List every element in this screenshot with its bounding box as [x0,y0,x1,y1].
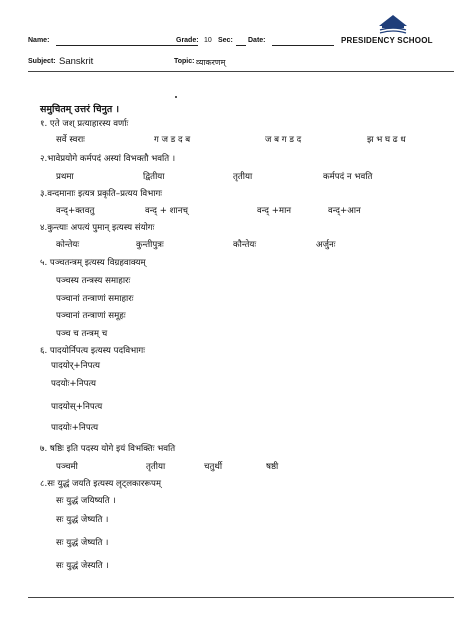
sec-label: Sec: [218,37,233,44]
q2-option-b: द्वितीया [143,172,165,182]
header-row-2 [28,56,456,70]
q5-option-b: पञ्चानां तन्त्राणां समाहारः [56,294,134,304]
q7-option-a: पञ्चमी [56,462,78,472]
topic-label: Topic: [174,58,195,65]
q8-option-a: सः युद्धं जयिष्यति । [56,496,116,506]
question-2: २.भावेप्रयोगे कर्मपदं अस्यां विभक्तौ भवति । [40,154,176,164]
q5-option-a: पञ्चस्य तन्त्रस्य समाहारः [56,276,131,286]
q8-option-d: सः युद्धं जेस्यति । [56,561,109,571]
question-5: ५. पञ्चतन्त्रम् इत्यस्य विग्रहवाक्यम् [40,258,146,268]
q1-option-a: सर्वे स्वराः [56,135,85,145]
q3-option-a: वन्द्+क्तवतु [56,206,95,216]
q6-option-d: पादयोः+निपत्य [51,423,99,433]
name-field[interactable] [56,45,198,46]
q1-option-c: ज ब ग ड द [265,135,302,145]
school-logo-icon [376,14,410,36]
q7-option-b: तृतीया [146,462,166,472]
instruction: समुचितम् उत्तरं चिनुत । [40,104,119,115]
q3-option-c: वन्द् +मान [257,206,292,216]
name-label: Name: [28,37,50,44]
question-6: ६. पादयोर्निपत्य इत्यस्य पदविभागः [40,346,145,356]
q1-option-d: झ भ घ ढ ध [367,135,406,145]
grade-value: 10 [204,37,212,44]
q7-option-c: चतुर्थी [204,462,223,472]
school-name: PRESIDENCY SCHOOL [341,36,433,45]
q3-option-d: वन्द्+आन [328,206,361,216]
q5-option-d: पञ्च च तन्त्रम् च [56,329,108,339]
question-7: ७. षष्ठिः इति पदस्य योगे इयं विभक्तिः भवति [40,444,176,454]
q2-option-c: तृतीया [233,172,253,182]
q4-option-b: कुन्तीपुत्रः [136,240,164,250]
question-3: ३.वन्दमानाः इत्यत्र प्रकृति–प्रत्यय विभागः [40,189,163,199]
q8-option-c: सः युद्धं जेष्यति । [56,538,109,548]
stray-mark [175,96,177,98]
q8-option-b: सः युद्धं जेष्यति । [56,515,109,525]
date-label: Date: [248,37,266,44]
grade-label: Grade: [176,37,199,44]
q2-option-d: कर्मपदं न भवति [323,172,373,182]
question-1: १. एते जश् प्रत्याहारस्य वर्णाः [40,119,129,129]
date-field[interactable] [272,45,334,46]
q5-option-c: पञ्चानां तन्त्राणां समूहः [56,311,126,321]
q3-option-b: वन्द् + शानच् [145,206,188,216]
q6-option-c: पादयोस्+निपत्य [51,402,103,412]
topic-value: व्याकरणम् [196,58,226,67]
q6-option-b: पदयोः+निपत्य [51,379,96,389]
header-divider [28,71,454,72]
sec-field[interactable] [236,45,246,46]
subject-value: Sanskrit [59,56,94,67]
footer-divider [28,597,454,598]
q1-option-b: ग ज ड द ब [154,135,191,145]
q4-option-d: अर्जुनः [316,240,336,250]
question-4: ४.कुन्त्याः अपत्यं पुमान् इत्यस्य संयोगः [40,223,155,233]
q4-option-a: कोन्तेयः [56,240,80,250]
q6-option-a: पादयोर्+निपत्य [51,361,100,371]
q4-option-c: कौन्तेयः [233,240,257,250]
q7-option-d: षष्ठी [266,462,279,472]
header-row-1 [28,37,456,49]
q2-option-a: प्रथमा [56,172,74,182]
question-8: ८.सः युद्धं जयति इत्यस्य लृट्लकाररूपम् [40,479,162,489]
subject-label: Subject: [28,58,56,65]
